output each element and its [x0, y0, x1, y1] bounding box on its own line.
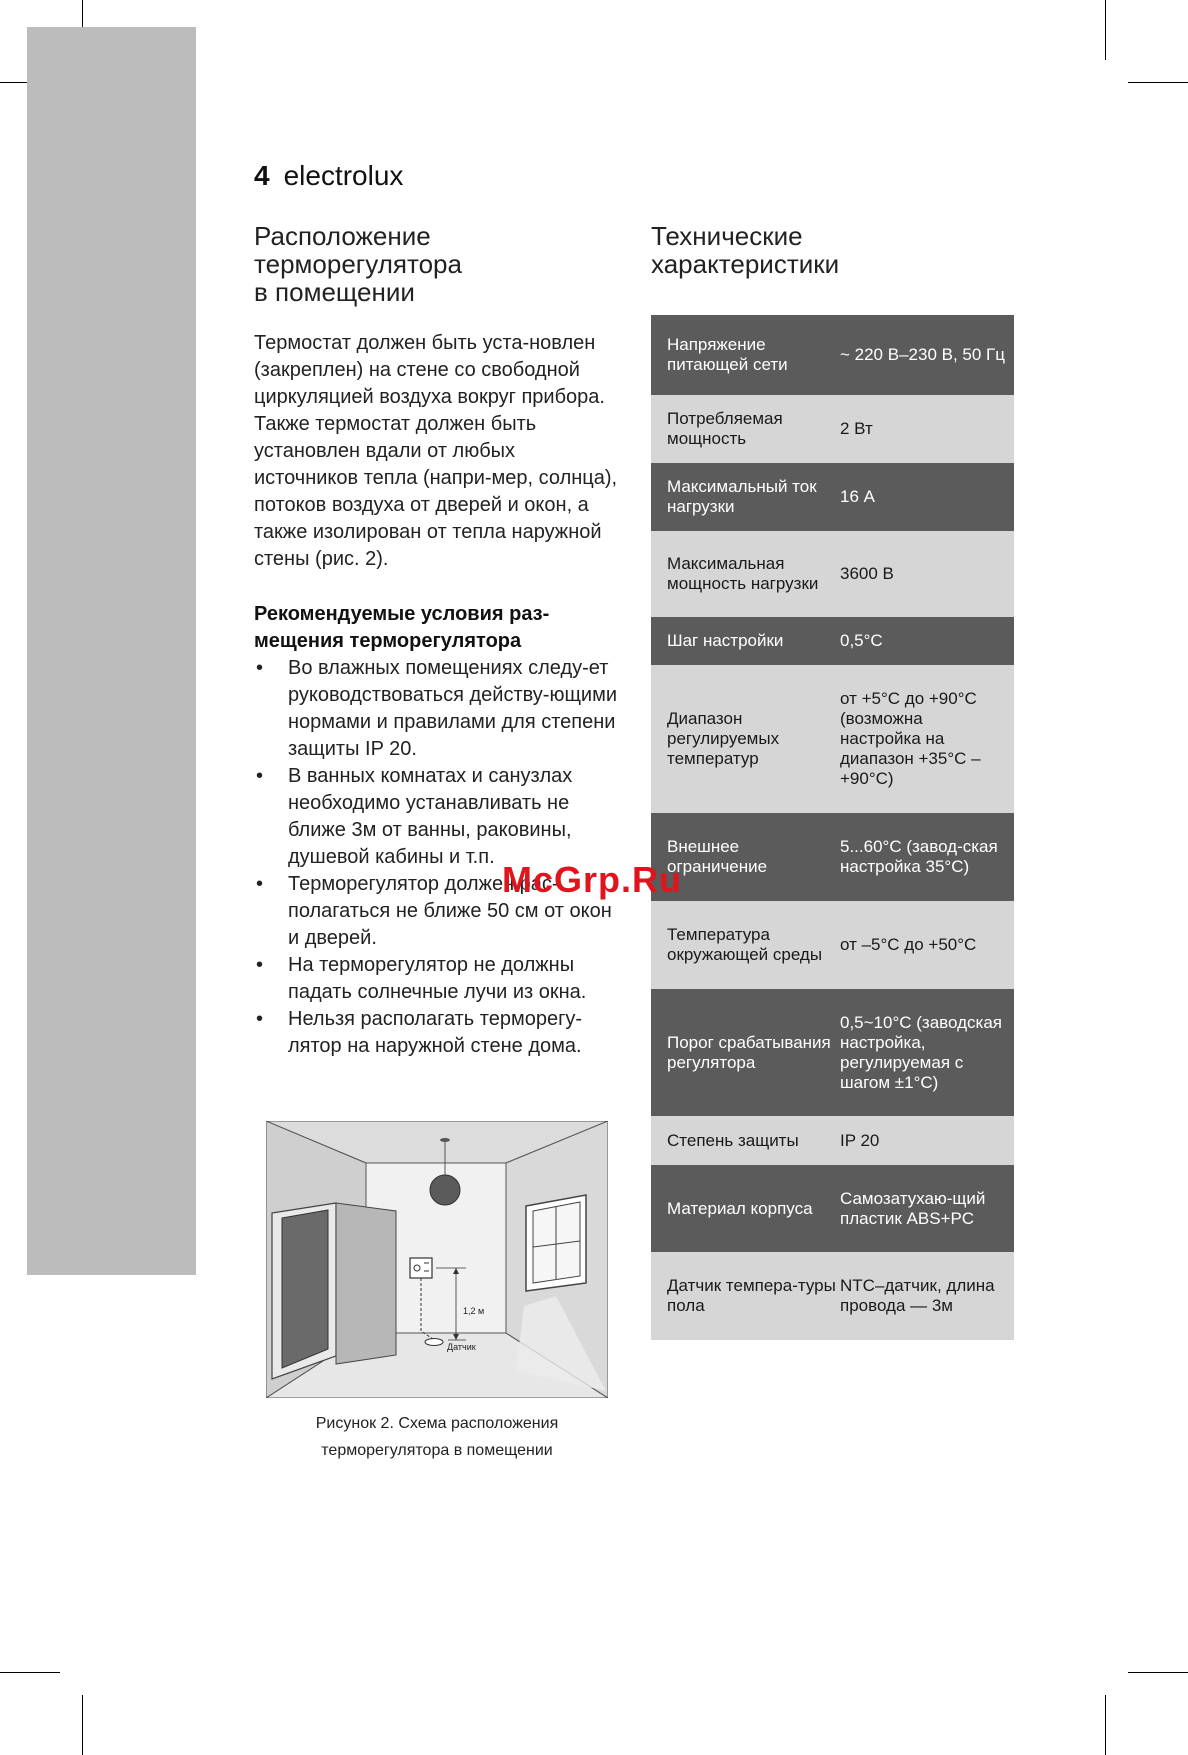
crop-mark — [1128, 1672, 1188, 1673]
spec-name: Датчик темпера-туры пола — [667, 1276, 836, 1315]
sensor-label: Датчик — [447, 1342, 476, 1352]
list-item: • Терморегулятор должен рас-полагаться не ближе 50 см от окон и дверей. — [254, 871, 626, 952]
room-diagram-svg — [266, 1121, 608, 1398]
spec-value: 0,5~10°С (заводская настройка, регулируемая с шагом ±1°С) — [840, 1012, 1002, 1092]
side-gray-bar — [27, 27, 196, 1275]
conditions-list — [254, 655, 626, 1060]
table-row — [651, 463, 1014, 531]
recommended-conditions-heading: Рекомендуемые условия раз-мещения терморегулятора — [254, 603, 550, 652]
room-diagram — [266, 1121, 608, 1398]
placement-paragraph: Термостат должен быть уста-новлен (закреплен) на стене со свободной циркуляцией воздуха вокруг прибора. Также термостат должен быть установлен вдали от любых источников тепла (напри-мер, солнца), потоков воздуха от дверей и окон, а также изолирован от тепла наружной стены (рис. 2). — [254, 332, 618, 570]
table-row — [651, 1252, 1014, 1340]
list-item: • В ванных комнатах и санузлах необходимо устанавливать не ближе 3м от ванны, раковины, душевой кабины и т.п. — [254, 763, 626, 871]
list-item: • На терморегулятор не должны падать солнечные лучи из окна. — [254, 952, 626, 1006]
spec-value: 0,5°С — [840, 631, 883, 650]
table-row — [651, 531, 1014, 617]
crop-mark — [1105, 1695, 1106, 1755]
table-row — [651, 901, 1014, 989]
spec-name: Шаг настройки — [667, 631, 784, 650]
spec-value: NTC–датчик, длина провода — 3м — [840, 1276, 995, 1315]
table-row — [651, 395, 1014, 463]
spec-value: 2 Вт — [840, 419, 873, 438]
spec-value: от +5°С до +90°С (возможна настройка на диапазон +35°С – +90°С) — [840, 689, 981, 788]
spec-value: 5...60°С (завод-ская настройка 35°С) — [840, 837, 998, 876]
spec-value: ~ 220 В–230 В, 50 Гц — [840, 345, 1005, 364]
spec-name: Диапазон регулируемых температур — [667, 709, 780, 768]
spec-value: 16 А — [840, 487, 875, 506]
spec-name: Степень защиты — [667, 1130, 799, 1150]
list-item: • Во влажных помещениях следу-ет руководствоваться действу-ющими нормами и правилами для степени защиты IP 20. — [254, 655, 626, 763]
crop-mark — [0, 1672, 60, 1673]
spec-name: Температура окружающей среды — [667, 925, 823, 964]
page-number: 4 — [254, 160, 270, 191]
placement-title: Расположение терморегулятора в помещении — [254, 221, 462, 307]
spec-name: Порог срабатывания регулятора — [667, 1032, 831, 1072]
list-item: • Нельзя располагать терморегу-лятор на наружной стене дома. — [254, 1006, 626, 1060]
crop-mark — [1128, 82, 1188, 83]
table-row — [651, 813, 1014, 901]
spec-name: Потребляемая мощность — [667, 409, 783, 448]
spec-value: 3600 В — [840, 564, 894, 583]
spec-value: от –5°С до +50°С — [840, 935, 977, 954]
spec-value: Самозатухаю-щий пластик ABS+PC — [840, 1188, 986, 1228]
spec-name: Максимальная мощность нагрузки — [667, 554, 819, 593]
table-row — [651, 989, 1014, 1116]
table-row — [651, 665, 1014, 813]
figure-caption: Рисунок 2. Схема расположения терморегулятора в помещении — [315, 1415, 559, 1459]
crop-mark — [82, 1695, 83, 1755]
height-label: 1,2 м — [463, 1306, 485, 1316]
specs-title: Технические характеристики — [651, 221, 840, 279]
brand-name: electrolux — [283, 160, 404, 191]
watermark: McGrp.Ru — [502, 859, 683, 900]
spec-name: Материал корпуса — [667, 1198, 813, 1218]
spec-value: IP 20 — [840, 1130, 880, 1150]
spec-name: Максимальный ток нагрузки — [667, 477, 817, 516]
page-header — [254, 160, 403, 192]
spec-name: Напряжение питающей сети — [667, 335, 788, 374]
specs-table — [651, 315, 1014, 1340]
table-row — [651, 1116, 1014, 1165]
table-row — [651, 1165, 1014, 1252]
spec-name: Внешнее ограничение — [667, 837, 768, 876]
crop-mark — [1105, 0, 1106, 60]
table-row — [651, 315, 1014, 395]
table-row — [651, 617, 1014, 665]
